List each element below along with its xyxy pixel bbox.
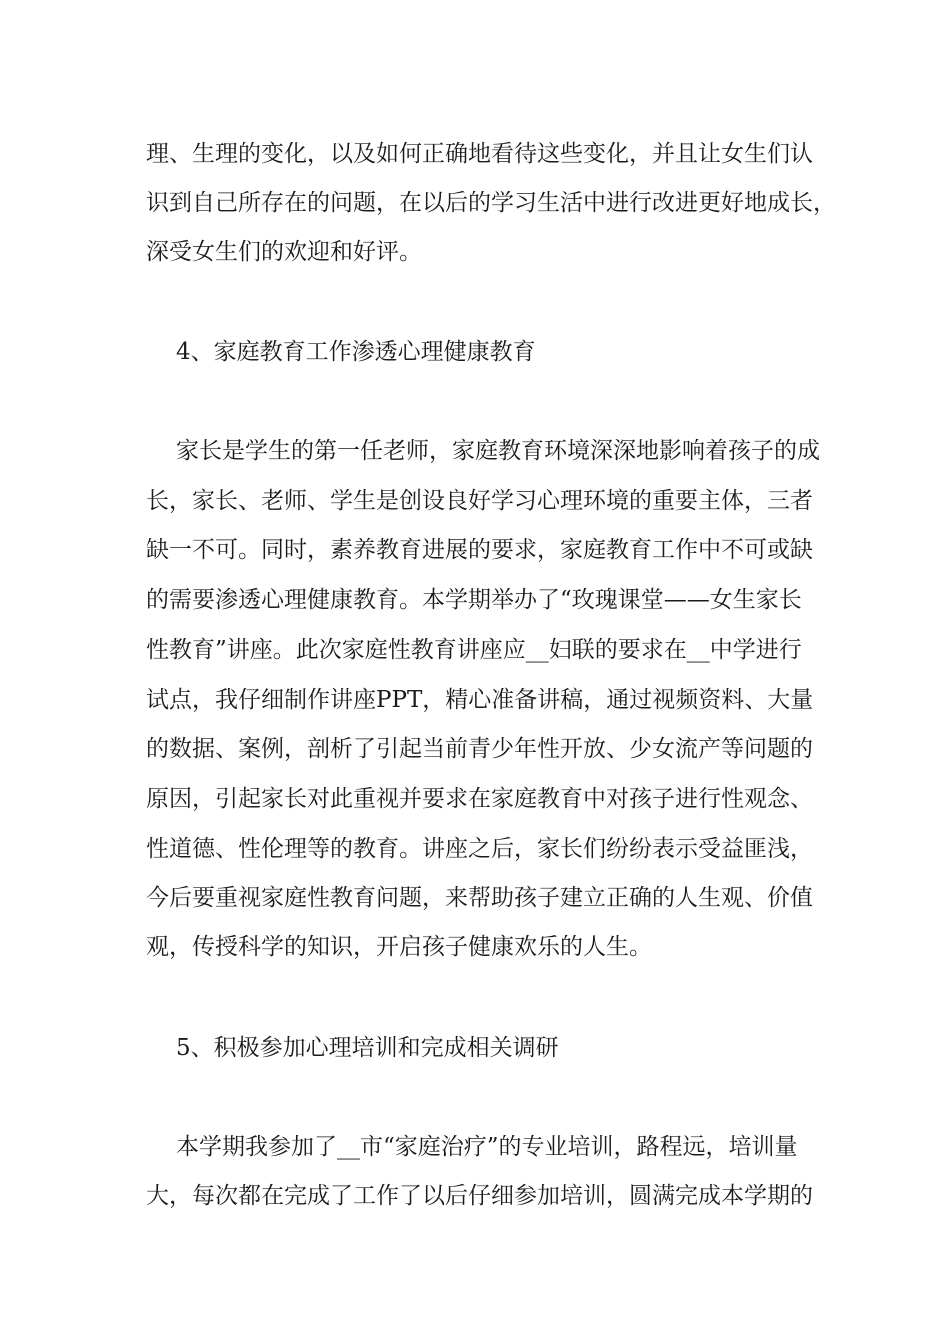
paragraph-line: 理、生理的变化，以及如何正确地看待这些变化，并且让女生们认	[146, 141, 813, 167]
paragraph-line: 今后要重视家庭性教育问题，来帮助孩子建立正确的人生观、价值	[146, 885, 813, 911]
paragraph-line: 性教育”讲座。此次家庭性教育讲座应__妇联的要求在__中学进行	[146, 637, 802, 663]
paragraph-line: 性道德、性伦理等的教育。讲座之后，家长们纷纷表示受益匪浅，	[146, 836, 813, 862]
paragraph-line: 大，每次都在完成了工作了以后仔细参加培训，圆满完成本学期的	[146, 1183, 813, 1209]
paragraph-line: 长，家长、老师、学生是创设良好学习心理环境的重要主体，三者	[146, 488, 813, 514]
paragraph-line: 的需要渗透心理健康教育。本学期举办了“玫瑰课堂——女生家长	[146, 587, 802, 613]
paragraph-line: 观，传授科学的知识，开启孩子健康欢乐的人生。	[146, 934, 652, 960]
paragraph-line: 缺一不可。同时，素养教育进展的要求，家庭教育工作中不可或缺	[146, 537, 813, 563]
section-heading: 5、积极参加心理培训和完成相关调研	[176, 1035, 559, 1061]
paragraph-line: 试点，我仔细制作讲座PPT，精心准备讲稿，通过视频资料、大量	[146, 687, 814, 713]
paragraph-line: 识到自己所存在的问题，在以后的学习生活中进行改进更好地成长，	[146, 190, 836, 216]
paragraph-line: 本学期我参加了__市“家庭治疗”的专业培训，路程远，培训量	[176, 1134, 798, 1160]
paragraph-line: 深受女生们的欢迎和好评。	[146, 239, 422, 265]
paragraph-line: 原因，引起家长对此重视并要求在家庭教育中对孩子进行性观念、	[146, 786, 813, 812]
section-heading: 4、家庭教育工作渗透心理健康教育	[176, 339, 536, 365]
paragraph-line: 家长是学生的第一任老师，家庭教育环境深深地影响着孩子的成	[176, 438, 820, 464]
paragraph-line: 的数据、案例，剖析了引起当前青少年性开放、少女流产等问题的	[146, 736, 813, 762]
